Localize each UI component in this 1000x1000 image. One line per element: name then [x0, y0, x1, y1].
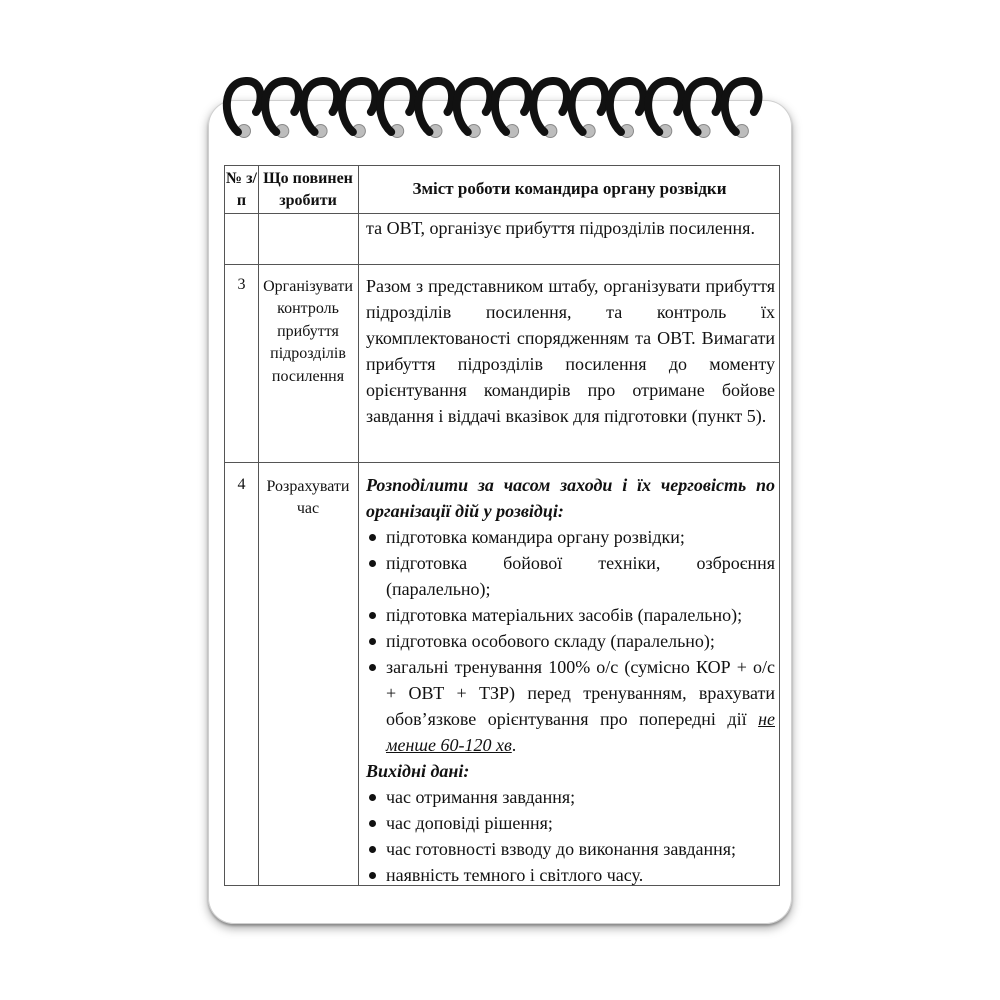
- preparation-list: [366, 524, 775, 758]
- row-divider: [225, 264, 779, 265]
- header-content: Зміст роботи командира органу розвідки: [412, 179, 727, 198]
- spiral-ring: [342, 81, 376, 138]
- spiral-binding: [0, 0, 1000, 160]
- spiral-ring: [495, 81, 529, 138]
- list-item-end: .: [511, 735, 517, 755]
- row-3-number: 3: [237, 276, 246, 293]
- continuation-text: та ОВТ, організує прибуття підрозділів посилення.: [366, 218, 755, 238]
- list-item: [366, 654, 775, 758]
- list-item: підготовка особового складу (паралельно);: [366, 628, 775, 654]
- time-requirement: не менше 60-120 хв: [386, 709, 775, 755]
- row-4-heading-input-data: Вихідні дані:: [366, 761, 470, 781]
- spiral-ring: [418, 81, 452, 138]
- header-what-to-do: Що повинен зробити: [263, 170, 353, 209]
- spiral-ring: [725, 81, 759, 138]
- spiral-ring: [610, 81, 644, 138]
- list-item: підготовка матеріальних засобів (паралельно);: [366, 602, 775, 628]
- spiral-ring: [227, 81, 261, 138]
- training-text: загальні тренування 100% о/с (сумісно КОР + о/с + ОВТ + ТЗР) перед тренуванням, врахувати обов’язкове орієнтування про попередні дії: [386, 657, 775, 729]
- header-number: № з/п: [226, 170, 257, 209]
- list-item: наявність темного і світлого часу.: [366, 862, 775, 888]
- column-divider: [358, 166, 359, 885]
- work-table: [224, 165, 780, 886]
- column-divider: [258, 166, 259, 885]
- row-4-heading-schedule: Розподілити за часом заходи і їх черговість по організації дій у розвідці:: [366, 475, 775, 521]
- spiral-ring: [648, 81, 682, 138]
- spiral-ring: [303, 81, 337, 138]
- spiral-ring: [572, 81, 606, 138]
- spiral-ring: [686, 81, 720, 138]
- list-item: час готовності взводу до виконання завдання;: [366, 836, 775, 862]
- list-item: час доповіді рішення;: [366, 810, 775, 836]
- row-3-task: Організувати контроль прибуття підрозділів посилення: [263, 278, 353, 385]
- spiral-ring: [265, 81, 299, 138]
- row-4-number: 4: [237, 476, 246, 493]
- spiral-ring: [457, 81, 491, 138]
- spiral-ring: [380, 81, 414, 138]
- list-item: підготовка командира органу розвідки;: [366, 524, 775, 550]
- list-item: підготовка бойової техніки, озброєння (паралельно);: [366, 550, 775, 602]
- input-data-list: [366, 784, 775, 888]
- spiral-ring: [533, 81, 567, 138]
- list-item: час отримання завдання;: [366, 784, 775, 810]
- row-divider: [225, 462, 779, 463]
- row-3-content: Разом з представником штабу, організувати прибуття підрозділів посилення, та контроль їх укомплектованості спорядженням та ОВТ. Вимагати прибуття підрозділів посилення до моменту орієнтування командирів про отримане бойове завдання і віддачі вказівок для підготовки (пункт 5).: [366, 276, 775, 426]
- row-4-content: [366, 472, 775, 888]
- header-divider: [225, 213, 779, 214]
- row-4-task: Розрахувати час: [266, 478, 350, 518]
